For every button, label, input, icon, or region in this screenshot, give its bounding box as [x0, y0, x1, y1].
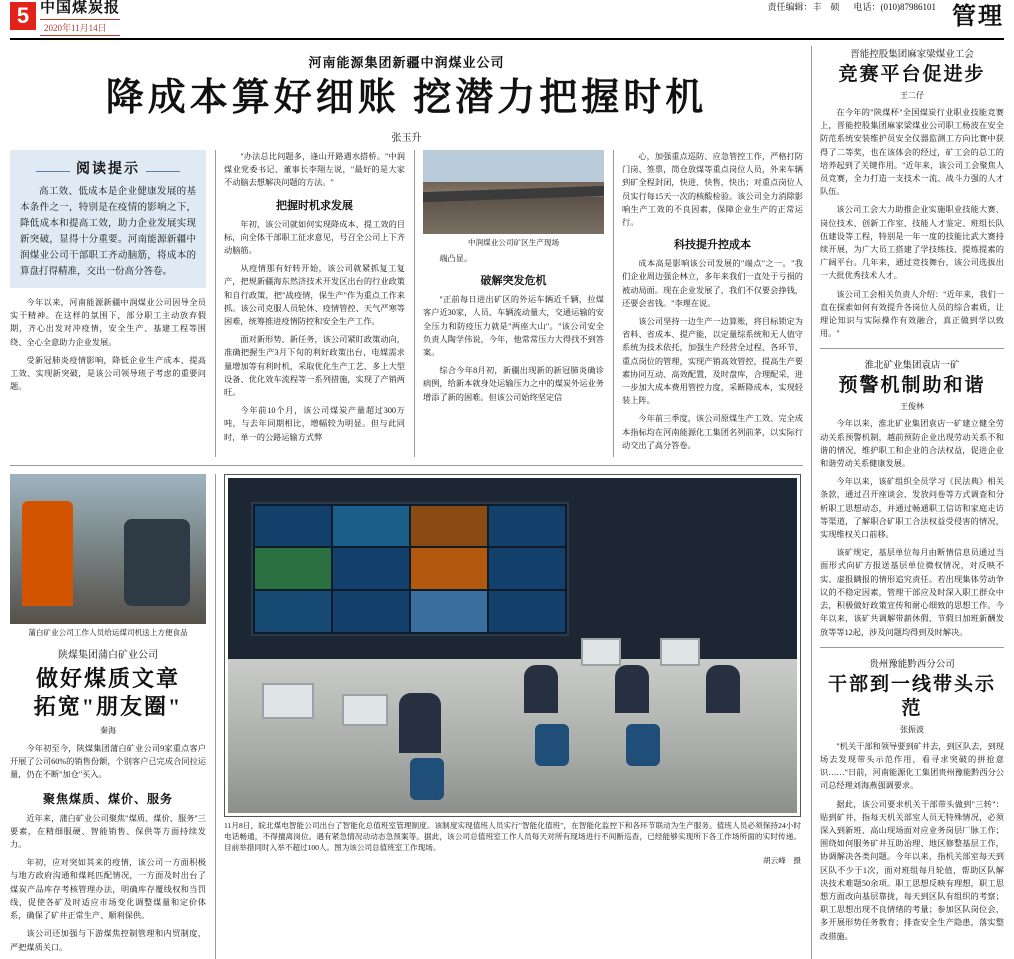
lead-headline: 降成本算好细账 挖潜力把握时机 — [105, 77, 708, 119]
lead-headline-block — [10, 46, 803, 144]
right-article-2-kicker: 淮北矿业集团袁店一矿 — [864, 361, 960, 372]
lead-para: "办法总比问题多，逢山开路遇水搭桥。"中润煤业党委书记、董事长李翔左说，"最好的是大家不动脑去想解决问题的方法。" — [224, 152, 405, 188]
left-article-title-2: 拓宽"朋友圈" — [33, 694, 183, 720]
section-title: 管理 — [952, 3, 1004, 30]
desk-monitor — [660, 638, 700, 666]
reading-tip-heading — [20, 158, 196, 184]
control-room-photo-frame — [224, 474, 801, 817]
lead-para: 今年以来，河南能源新疆中润煤业公司因导全员实干精神。在这样的氛围下，部分职工主动放弃假期，齐心出发对冲疫情，安全生产、基建工程等围绕、全心全意助力企业发展。 — [10, 298, 206, 347]
issue-date: 2020年11月14日 — [40, 19, 120, 36]
right-article-1-para: 该公司工会大力助推企业实施职业技能大赛、岗位技术、创新工作室、技能人才鉴定、班组长队伍建设等工程，特别是一年一度的技能比武大赛持续开展，为广大员工搭建了学技练技、提炼提素的广阔平台。几年来，通过竞技舞台，该公司选拔出一大批优秀技术人才。 — [820, 205, 1004, 281]
video-wall-tile — [489, 506, 565, 547]
video-wall-tile — [489, 548, 565, 589]
left-article-title-1: 做好煤质文章 — [35, 666, 180, 692]
phone-number: 电话：(010)87986101 — [853, 2, 936, 12]
lead-para: 受新冠肺炎疫情影响，降低企业生产成本、提高工效、实现新突破，是该公司领导班子考虑的重要问题。 — [10, 355, 206, 392]
page-body — [10, 46, 1004, 959]
desk-monitor — [581, 638, 621, 666]
operator-person — [706, 665, 740, 713]
right-article-1-title: 竞赛平台促进步 — [838, 64, 986, 85]
right-article-3-title: 干部到一线带头示范 — [827, 673, 996, 719]
reading-tip-box — [10, 150, 206, 288]
desk-monitor — [262, 683, 314, 719]
control-room-photo — [228, 478, 797, 813]
lead-col-1 — [10, 150, 206, 457]
left-article-para: 年初，应对突如其来的疫情，该公司一方面积极与地方政府沟通和煤耗匹配情况，一方面及时出台了煤炭产品库存考核管理办法，明确库存覆线权和当罚线，促使各矿及时适应市场变化调整煤量和定价体系，确保了矿井正常生产、顺利保供。 — [10, 858, 206, 921]
food-delivery-photo-caption: 蒲白矿业公司工作人员给运煤司机送上方便食品 — [28, 628, 188, 638]
tip-rule-left — [36, 171, 70, 172]
right-article-2 — [820, 357, 1004, 638]
section-divider — [10, 465, 803, 466]
right-article-2-para: 今年以来，淮北矿业集团袁店一矿建立健全劳动关系预警机制，越前预防企业出现劳动关系不和谐的情况，维护职工和企业的合法权益，促进企业和谐劳动关系健康发展。 — [820, 419, 1004, 469]
lead-col-4 — [613, 150, 803, 457]
lead-body-row — [10, 150, 803, 457]
right-article-2-para: 该矿规定，基层单位每月由断情信息员通过当面形式向矿方报送基层单位微权情况，对反映不实、虚报瞒报的情形追究责任。若出现集体劳动争议的不稳定因素，管理干部应及时深入职工群众中去，积极做好政策宣传和耐心细致的思想工作。今年以来，该矿共调解带薪休假、节假日加班新酬发放等等12起，涉及问题均得到及时解决。 — [820, 548, 1004, 637]
masthead-left — [40, 0, 120, 36]
desk-monitor — [342, 694, 388, 726]
operator-chair — [535, 724, 569, 766]
lead-subhead-3: 科技提升控成本 — [674, 239, 751, 252]
lead-para: 年初，该公司就如何实现降成本、提工效的目标，向全体干部职工征求意见，号召全公司上下齐动脑筋。 — [224, 219, 405, 256]
control-room-photo-caption: 11月8日，皖北煤电智能公司出台了智能化总值班室管理制度。该制度实现值班人员实行"智能化值班"，在智能化监控下和各环节联动为生产服务。值班人员必须保持24小时电话畅通，不得擅离岗位。遇有紧急情况动动态急预案等。据此，该公司总值班室工作人员每天对所有现场进行不间断巡查，已经能够实现所下各工作场所面的实时传递。目前举措同时入举不超过100人。图为该公司总值班室工作现场。 — [224, 821, 801, 853]
lower-row — [10, 474, 803, 959]
left-article-subhead: 聚焦煤质、煤价、服务 — [42, 791, 173, 806]
right-article-3-kicker: 贵州豫能黔西分公司 — [869, 659, 955, 670]
right-column — [811, 46, 1004, 959]
right-article-2-author: 王俊林 — [900, 402, 924, 412]
masthead — [10, 0, 1004, 40]
lead-para: 心，加强重点巡防、应急管控工作，严格打防门岗、签票，筒仓放煤等重点岗位人员，外来车辆到矿全程封闭，快进、快售，快出；对重点岗位人员实行每15天一次的核酸检验。该公司全力消除影响生产工效的不良因素，保障企业生产的正常运行。 — [622, 152, 803, 228]
lead-photo-tail: 端凸显。 — [439, 254, 473, 263]
main-columns — [10, 46, 803, 959]
operator-person — [524, 665, 558, 713]
left-article — [10, 646, 206, 954]
left-article-kicker: 陕煤集团蒲白矿业公司 — [58, 650, 158, 662]
lead-byline: 张玉升 — [391, 133, 422, 144]
video-wall-tile — [411, 548, 487, 589]
lead-subhead-1: 把握时机求发展 — [276, 199, 353, 212]
right-article-3-para: "机关干部和领导要到矿井去，到区队去，到现场去发现带头示范作用，看寻求突破的拼抢意识……"日前，河南能源化工集团贵州豫能黔西分公司总经理刘海燕强调要求。 — [820, 741, 1004, 791]
video-wall-tile — [255, 548, 331, 589]
control-room-block — [215, 474, 801, 959]
lead-col-3 — [414, 150, 604, 457]
lead-kicker: 河南能源集团新疆中润煤业公司 — [308, 55, 505, 70]
masthead-credits — [767, 0, 936, 17]
lead-para: 面对新形势、新任务，该公司紧盯政策动向，准确把握生产3月下旬的利好政策出台，电媒需求量增加等有利时机，采取优化生产工艺、多上大型设备、优化效车流程等一系列措施，实现了产销两旺。 — [224, 335, 405, 398]
operator-person — [399, 693, 441, 753]
lead-para: 成本高是影响该公司发展的"端点"之一。"我们企业周边强企林立，多年来我们一直处于亏损的被动局面。现在企业发展了，我们不仅要会挣钱，还要会省钱。"李理在说。 — [622, 259, 803, 308]
video-wall-tile — [255, 591, 331, 632]
left-article-para: 近年来，蒲白矿业公司聚焦"煤质、煤价、服务"三要素，在精细服硬、智能销售、保供等方面持续发力。 — [10, 813, 206, 850]
video-wall-tile — [411, 506, 487, 547]
tip-rule-right — [146, 171, 180, 172]
right-article-1-kicker: 晋能控股集团麻家梁煤业工会 — [850, 50, 974, 60]
lead-para: 该公司坚持一边生产一边算账，将目标锁定为省料、省成本、提产能，以定量综系统和无人值守系统为技术依托，加强生产经营全过程、各环节、重点岗位的管理，实现产销高效管控，提高生产要素协同互动、高效配置，及时盘库，合理配采，进一步加大成本费用管控力度，采断降成本，实现轻装上阵。 — [622, 317, 803, 406]
operator-chair — [626, 724, 660, 766]
paper-name: 中国煤炭报 — [40, 0, 121, 16]
right-divider-1 — [820, 348, 1004, 349]
right-article-2-title: 预警机制助和谐 — [838, 375, 986, 397]
lead-subhead-2: 破解突发危机 — [480, 275, 547, 288]
lead-col-2 — [215, 150, 405, 457]
operator-person — [615, 665, 649, 713]
lead-para: 从疫情那有好转开始，该公司就紧抓复工复产，把规新疆海东然济技术开发区出台的行业政策和自行政策，把"战疫情，保生产"作为重点工作来抓。该公司克服人员轮休、疫情管控、天气严寒等困难，统筹推进疫情防控和安全生产工作。 — [224, 264, 405, 327]
lead-para: "正前每日进出矿区的外运车辆近千辆，拉煤客户近30家，人员、车辆流动量大，交通运输的安全压力和防疫压力就是"两座大山"。"该公司安全负责人陶学伟说，今年，他常常压力大得找不到答案。 — [423, 295, 604, 358]
lead-para: 今年前三季度，该公司原煤生产工效、完全成本指标均在河南能源化工集团名列前茅，以实际行动交出了高分答卷。 — [622, 414, 803, 450]
video-wall-tile — [411, 591, 487, 632]
right-article-3 — [820, 656, 1004, 943]
right-article-1-para: 该公司工会相关负责人介绍："近年来，我们一直在探索如何有效提升各岗位人员的综合素质，让理论知识与实际操作有效融合，真正做到学以致用。" — [820, 289, 1004, 339]
mine-site-photo-caption: 中润煤业公司矿区生产现场 — [467, 238, 560, 247]
video-wall-tile — [333, 548, 409, 589]
reading-tip-title: 阅读提示 — [76, 162, 140, 177]
left-article-author: 秦海 — [100, 726, 116, 736]
left-article-column — [10, 474, 206, 959]
right-article-3-para: 据此，该公司要求机关干部带头做到"三转"：贴到矿井，指每天机关部室人员无特殊情况，必须深入到新班、高山现场面对应业务岗层厂脉工作；围绕如何服务矿井互助治理、地区修整基层工作，协调解决各类问题。今年以来，指机关部室每天到区队不少于1次，面对班组每月轮值，帮助区队解决技术难题50余项。职工思想反映有理想，职工思想方面改向基层靠拢，每天到区队有组织的考察；职工思想出现不良情绪的考量；参加区队岗位会，多开展形势任务教育；排查安全生产隐患，落实整改措施。 — [820, 799, 1004, 941]
right-article-1-author: 王二仔 — [900, 91, 924, 100]
left-article-para: 该公司还加强与下游煤焦控制管理和内贸制度，严把煤质关口。 — [10, 929, 206, 952]
left-article-intro: 今年初至今，陕煤集团蒲白矿业公司9家重点客户开展了公司60%的销售份额，个别客户已完成合同拉运量，仍在不断"加仓"买入。 — [10, 744, 206, 780]
video-wall-tile — [489, 591, 565, 632]
right-article-3-author: 张振波 — [900, 724, 924, 734]
video-wall — [251, 502, 570, 636]
right-article-1 — [820, 46, 1004, 340]
video-wall-tile — [333, 506, 409, 547]
video-wall-tile — [333, 591, 409, 632]
mine-site-photo — [423, 150, 604, 234]
right-article-1-para: 在今年的"陕煤杯"全国煤炭行业职业技能竞赛上，晋能控股集团麻家梁煤业公司职工杨波在安全防范系统安装维护员安全仪器监测工方向比赛中获得了二等奖，也在该体会的经过，矿工会的总工的培养起到了关键作用。"近年来，该公司工会聚焦人员竞赛，全力打造一支技术一流、战斗力强的人才队伍。 — [820, 108, 1004, 197]
food-delivery-photo — [10, 474, 206, 624]
reading-tip-text: 高工效、低成本是企业健康发展的基本条件之一，特别是在疫情的影响之下，降低成本和提高工效，助力企业发展实现新突破，显得十分重要。河南能源新疆中润煤业公司干部职工齐动脑筋，将成本的算盘打得精准，交出一份高分答卷。 — [20, 187, 196, 277]
page-number: 5 — [10, 2, 36, 30]
right-article-2-para: 今年以来，该矿组织全员学习《民法典》相关条款，通过召开座谈会、发放问卷等方式调查和分析职工思想动态，并通过畅通职工信访和家庭走访等渠道，了解职合矿职工合法权益受侵害的情况，实现维权关口前移。 — [820, 477, 1004, 540]
operator-chair — [410, 758, 444, 800]
lead-para: 综合今年8月初，新疆出现新的新冠肺炎确诊病例，给新本就身处运输压力之中的煤炭外运业务增添了新的困难。但该公司始终坚定信 — [423, 366, 604, 402]
right-divider-2 — [820, 647, 1004, 648]
editor-credit: 责任编辑：丰 硕 — [767, 2, 840, 12]
lead-para: 今年前10个月，该公司煤炭产量超过300万吨，与去年同期相比，增幅较为明显。但与此同时，单一的公路运输方式弊 — [224, 406, 405, 442]
video-wall-tile — [255, 506, 331, 547]
control-room-photo-credit: 胡云峰 摄 — [763, 856, 801, 866]
